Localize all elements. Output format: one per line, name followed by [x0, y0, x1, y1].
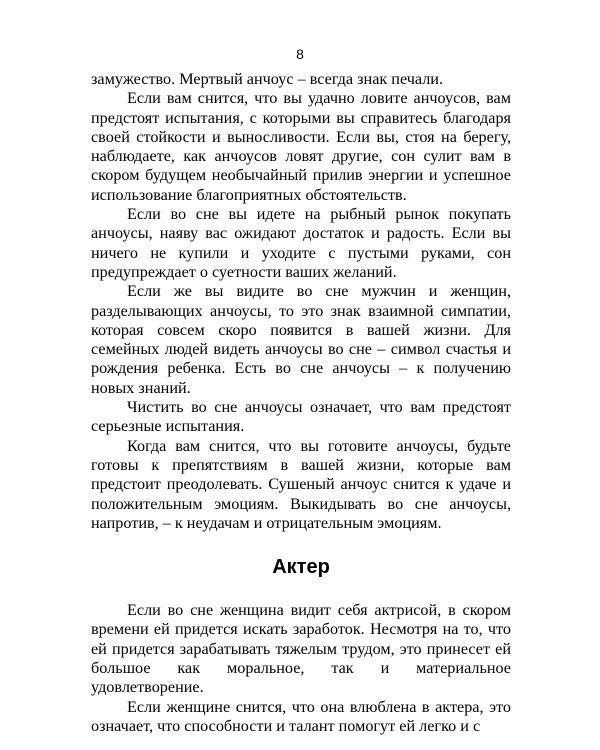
page-body	[91, 70, 511, 736]
paragraph: Если вам снится, что вы удачно ловите анчоусов, вам предстоят испытания, с которыми вы справитесь благодаря своей стойкости и выносливости. Если вы, стоя на берегу, наблюдаете, как анчоусов ловят другие, сон сулит вам в скором будущем необычайный прилив энергии и успешное использование благоприятных обстоятельств.	[91, 89, 511, 204]
paragraph: Если во сне женщина видит себя актрисой, в скором времени ей придется искать заработок. Несмотря на то, что ей придется зарабатывать тяжелым трудом, это принесет ей большое как моральное, так и материальное удовлетворение.	[91, 601, 511, 697]
page-number: 8	[296, 46, 304, 62]
paragraph: Если во сне вы идете на рыбный рынок покупать анчоусы, наяву вас ожидают достаток и радость. Если вы ничего не купили и уходите с пустыми руками, сон предупреждает о суетности ваших желаний.	[91, 205, 511, 281]
section-heading: Актер	[272, 556, 330, 579]
paragraph: Чистить во сне анчоусы означает, что вам предстоят серьезные испытания.	[91, 398, 511, 436]
paragraph: Если же вы видите во сне мужчин и женщин, разделывающих анчоусы, то это знак взаимной симпатии, которая совсем скоро появится в вашей жизни. Для семейных людей видеть анчоусы во сне – символ счастья и рождения ребенка. Есть во сне анчоусы – к получению новых знаний.	[91, 282, 511, 397]
paragraph: Когда вам снится, что вы готовите анчоусы, будьте готовы к препятствиям в вашей жизни, которые вам предстоит преодолевать. Сушеный анчоус снится к удаче и положительным эмоциям. Выкидывать во сне анчоусы, напротив, – к неудачам и отрицательным эмоциям.	[91, 436, 511, 532]
paragraph-continuation: замужество. Мертвый анчоус – всегда знак печали.	[91, 70, 443, 88]
paragraph: Если женщине снится, что она влюблена в актера, это означает, что способности и талант помогут ей легко и с	[91, 697, 511, 735]
